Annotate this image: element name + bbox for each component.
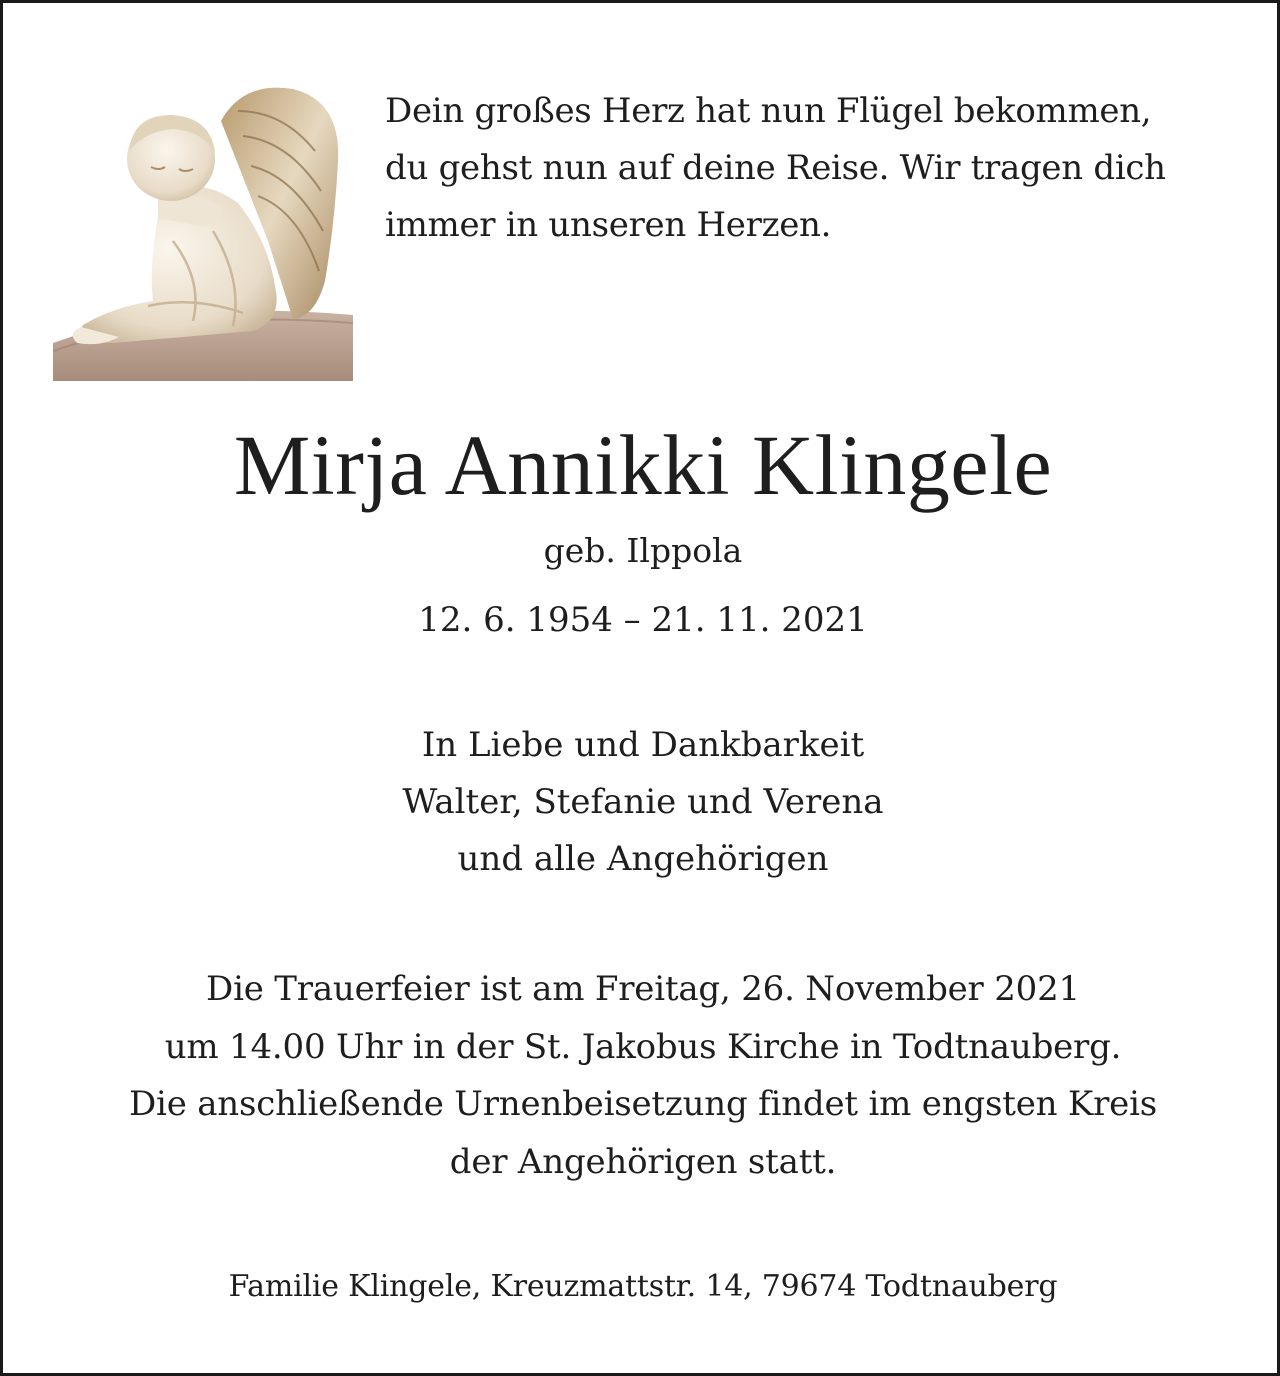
poem-line: du gehst nun auf deine Reise. Wir tragen dich: [385, 148, 1166, 188]
angel-statue-icon: [53, 81, 355, 381]
poem-line: Dein großes Herz hat nun Flügel bekommen,: [385, 91, 1152, 131]
mourners-line: In Liebe und Dankbarkeit: [421, 725, 865, 765]
mourners-block: [3, 717, 1280, 888]
funeral-line: Die Trauerfeier ist am Freitag, 26. November 2021: [206, 969, 1080, 1009]
life-dates: 12. 6. 1954 – 21. 11. 2021: [418, 600, 868, 640]
poem: [385, 83, 1265, 254]
birth-name: geb. Ilppola: [543, 531, 743, 570]
funeral-info: [3, 961, 1280, 1191]
mourners-line: und alle Angehörigen: [457, 839, 829, 879]
mourners-line: Walter, Stefanie und Verena: [402, 782, 884, 822]
funeral-line: um 14.00 Uhr in der St. Jakobus Kirche in Todtnauberg.: [164, 1026, 1122, 1067]
deceased-name: Mirja Annikki Klingele: [233, 417, 1053, 513]
family-address: Familie Klingele, Kreuzmattstr. 14, 79674 Todtnauberg: [228, 1269, 1058, 1304]
funeral-line: der Angehörigen statt.: [449, 1141, 837, 1182]
funeral-line: Die anschließende Urnenbeisetzung findet im engsten Kreis: [128, 1084, 1158, 1124]
poem-line: immer in unseren Herzen.: [385, 205, 832, 245]
